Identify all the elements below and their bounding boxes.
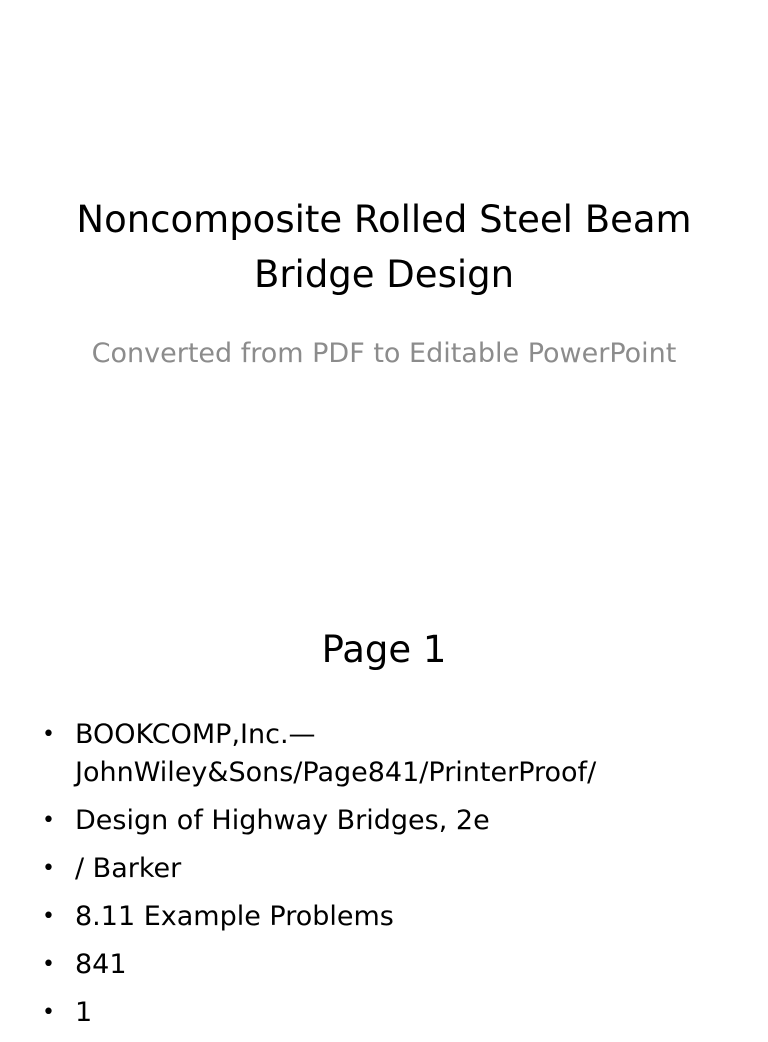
bullet-dot-icon: • xyxy=(42,1000,55,1025)
bullet-dot-icon: • xyxy=(42,856,55,881)
page-heading: Page 1 xyxy=(321,628,447,671)
bullet-text: Design of Highway Bridges, 2e xyxy=(75,805,490,836)
bullet-dot-icon: • xyxy=(42,904,55,929)
content-slide xyxy=(0,580,768,1028)
slide-title: Noncomposite Rolled Steel Beam Bridge Design xyxy=(76,198,692,296)
slide-subtitle: Converted from PDF to Editable PowerPoint xyxy=(91,338,677,369)
bullet-text: 1 xyxy=(75,997,93,1028)
bullet-text: BOOKCOMP,Inc.—JohnWiley&Sons/Page841/PrinterProof/ xyxy=(75,719,597,788)
bullet-dot-icon: • xyxy=(42,952,55,977)
bullet-item xyxy=(42,946,728,984)
bullet-text: / Barker xyxy=(75,853,182,884)
bullet-item xyxy=(42,850,728,888)
bullet-dot-icon: • xyxy=(42,722,55,747)
bullet-text: 841 xyxy=(75,949,127,980)
bullet-item xyxy=(42,898,728,936)
bullet-item xyxy=(42,994,728,1032)
bullet-item xyxy=(42,716,728,792)
bullet-dot-icon: • xyxy=(42,808,55,833)
bullet-text: 8.11 Example Problems xyxy=(75,901,394,932)
bullet-list xyxy=(42,716,728,1042)
bullet-item xyxy=(42,802,728,840)
